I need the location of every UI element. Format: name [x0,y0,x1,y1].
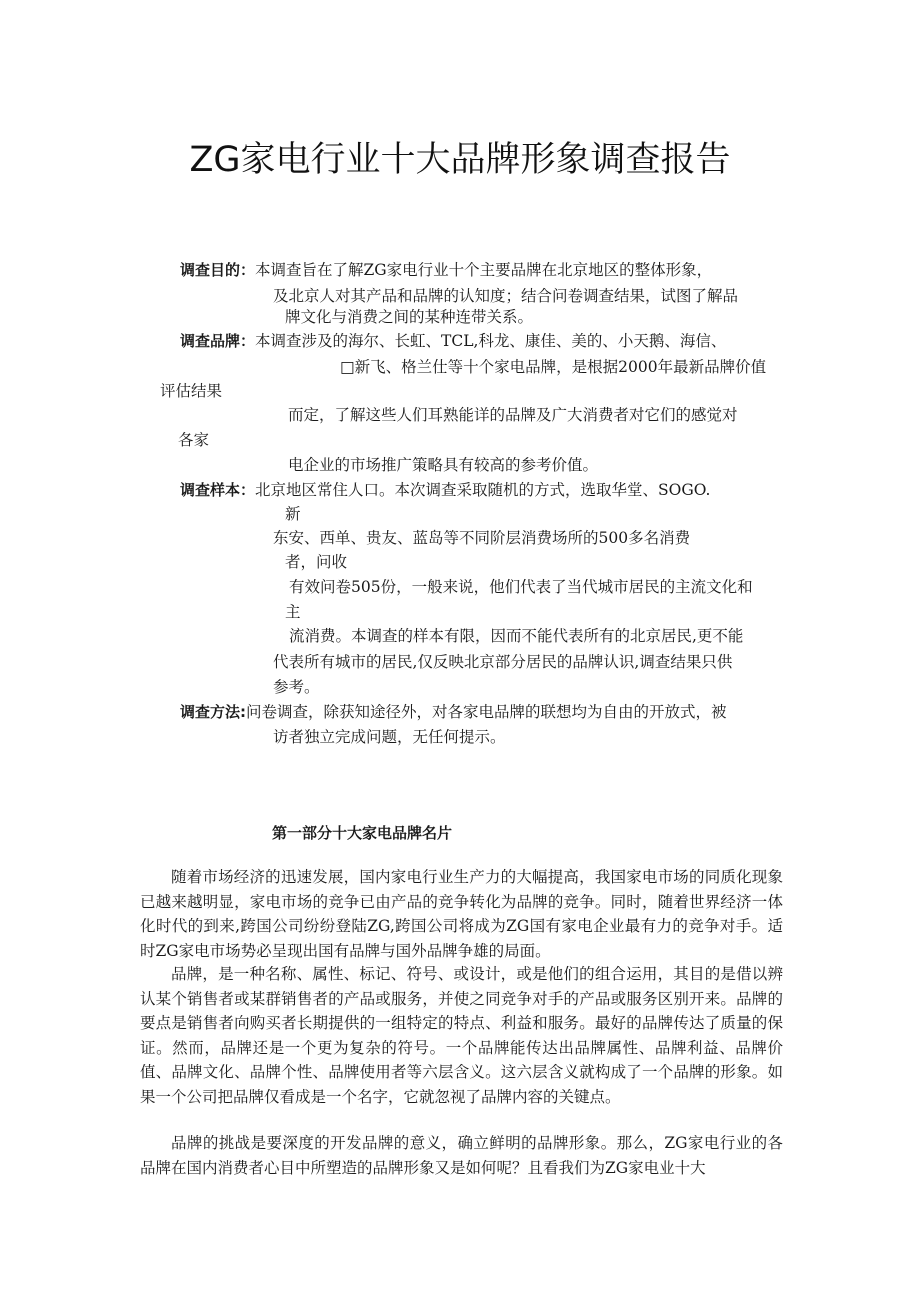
sample-line-3: 东安、西单、贵友、蓝岛等不同阶层消费场所的500多名消费 [273,529,691,547]
section-title: 第一部分十大家电品牌名片 [272,824,453,842]
purpose-line-3: 牌文化与消费之间的某种连带关系。 [285,308,534,326]
sample-line-7: 流消费。本调查的样本有限，因而不能代表所有的北京居民,更不能 [289,627,744,645]
sample-line-2: 新 [285,505,301,523]
sample-line-1 [180,480,710,500]
body-paragraph-3: 品牌的挑战是要深度的开发品牌的意义，确立鲜明的品牌形象。那么，ZG家电行业的各品牌在国内消费者心目中所塑造的品牌形象又是如何呢？且看我们为ZG家电业十大 [140,1134,783,1177]
brands-line-5: 各家 [178,431,210,449]
purpose-line-2: 及北京人对其产品和品牌的认知度；结合问卷调查结果，试图了解品 [273,287,739,305]
sample-text-1: 北京地区常住人口。本次调查采取随机的方式，选取华堂、SOGO. [255,481,711,499]
sample-line-9: 参考。 [273,678,320,696]
brands-line-4: 而定，了解这些人们耳熟能详的品牌及广大消费者对它们的感觉对 [288,406,738,424]
sample-line-5: 有效问卷505份，一般来说，他们代表了当代城市居民的主流文化和 [289,578,753,596]
purpose-text-1: 本调查旨在了解ZG家电行业十个主要品牌在北京地区的整体形象， [255,261,713,279]
sample-label: 调查样本： [180,481,256,499]
brands-text-1: 本调查涉及的海尔、长虹、TCL,科龙、康佳、美的、小天鹅、海信、 [255,332,727,350]
body-paragraph-1: 随着市场经济的迅速发展，国内家电行业生产力的大幅提高，我国家电市场的同质化现象已越来越明显，家电市场的竞争已由产品的竞争转化为品牌的竞争。同时，随着世界经济一体化时代的到来,跨国公司纷纷登陆ZG,跨国公司将成为ZG国有家电企业最有力的竞争对手。适时ZG家电市场势必呈现出国有品牌与国外品牌争雄的局面。 [140,868,783,960]
brands-line-6: 电企业的市场推广策略具有较高的参考价值。 [288,456,599,474]
method-line-2: 访者独立完成问题，无任何提示。 [273,728,506,746]
method-line-1 [180,702,727,722]
brands-line-2: □新飞、格兰仕等十个家电品牌，是根据2000年最新品牌价值 [340,358,767,376]
brands-label: 调查品牌： [180,332,256,350]
report-title: ZG家电行业十大品牌形象调查报告 [189,140,731,180]
brands-line-1 [180,331,726,351]
sample-line-8: 代表所有城市的居民,仅反映北京部分居民的品牌认识,调查结果只供 [273,653,733,671]
sample-line-4: 者，问收 [285,553,348,571]
brands-line-3: 评估结果 [160,382,223,400]
method-label: 调查方法: [180,703,246,721]
body-paragraph-2: 品牌，是一种名称、属性、标记、符号、或设计，或是他们的组合运用，其目的是借以辨认某个销售者或某群销售者的产品或服务，并使之同竞争对手的产品或服务区别开来。品牌的要点是销售者向购买者长期提供的一组特定的特点、利益和服务。最好的品牌传达了质量的保证。然而，品牌还是一个更为复杂的符号。一个品牌能传达出品牌属性、品牌利益、品牌价值、品牌文化、品牌个性、品牌使用者等六层含义。这六层含义就构成了一个品牌的形象。如果一个公司把品牌仅看成是一个名字，它就忽视了品牌内容的关键点。 [140,965,783,1106]
purpose-label: 调查目的： [180,261,256,279]
purpose-line-1 [180,260,712,280]
method-text-1: 问卷调查，除获知途径外，对各家电品牌的联想均为自由的开放式，被 [246,703,727,721]
sample-line-6: 主 [285,603,301,621]
